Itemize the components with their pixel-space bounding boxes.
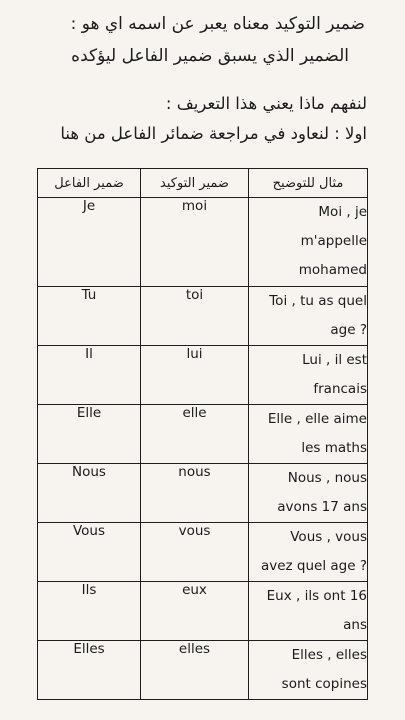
tonic-pronoun-cell: vous [141, 523, 249, 582]
tonic-pronoun-cell: eux [141, 582, 249, 641]
table-row [38, 198, 368, 287]
table-row [38, 582, 368, 641]
example-line: mohamed [298, 262, 367, 278]
table-row [38, 287, 368, 346]
tonic-pronoun-cell: toi [141, 287, 249, 346]
example-line: Vous , vous [290, 529, 367, 545]
subject-pronoun-cell: Vous [38, 523, 141, 582]
table-row [38, 523, 368, 582]
example-line: Elles , elles [291, 647, 367, 663]
tonic-pronoun-cell: elle [141, 405, 249, 464]
subject-pronoun-cell: Elle [38, 405, 141, 464]
example-line: ans [343, 617, 367, 633]
header-tonic-pronoun: ضمير التوكيد [141, 169, 249, 198]
example-line: Nous , nous [287, 470, 367, 486]
example-line: avez quel age ? [260, 558, 367, 574]
example-line: Elle , elle aime [267, 411, 367, 427]
subject-pronoun-cell: Ils [38, 582, 141, 641]
subject-pronoun-cell: Je [38, 198, 141, 287]
example-line: age ? [330, 322, 367, 338]
example-line: Eux , ils ont 16 [266, 588, 367, 604]
example-line: Lui , il est [302, 352, 367, 368]
example-cell [249, 198, 368, 287]
tonic-pronoun-cell: nous [141, 464, 249, 523]
example-cell [249, 464, 368, 523]
example-line: les maths [301, 440, 367, 456]
example-cell [249, 641, 368, 700]
tonic-pronoun-cell: lui [141, 346, 249, 405]
example-cell [249, 523, 368, 582]
example-cell [249, 346, 368, 405]
example-cell [249, 287, 368, 346]
tonic-pronoun-cell: elles [141, 641, 249, 700]
subject-pronoun-cell: Tu [38, 287, 141, 346]
table-row [38, 405, 368, 464]
example-cell [249, 405, 368, 464]
header-example: مثال للتوضيح [249, 169, 368, 198]
example-cell [249, 582, 368, 641]
header-subject-pronoun: ضمير الفاعل [38, 169, 141, 198]
subject-pronoun-cell: Elles [38, 641, 141, 700]
table-row [38, 641, 368, 700]
subject-pronoun-cell: Nous [38, 464, 141, 523]
subject-pronoun-cell: Il [38, 346, 141, 405]
example-line: avons 17 ans [277, 499, 367, 515]
example-line: Moi , je [318, 204, 367, 220]
example-line: francais [313, 381, 367, 397]
table-row [38, 464, 368, 523]
table-header-row [38, 169, 368, 198]
example-line: m'appelle [300, 233, 367, 249]
example-line: Toi , tu as quel [269, 293, 367, 309]
intro-line-4: اولا : لنعاود في مراجعة ضمائر الفاعل من هنا [60, 124, 367, 143]
tonic-pronoun-cell: moi [141, 198, 249, 287]
table-row [38, 346, 368, 405]
intro-line-2: الضمير الذي يسبق ضمير الفاعل ليؤكده [71, 46, 349, 66]
pronoun-table [37, 168, 368, 700]
intro-line-3: لنفهم ماذا يعني هذا التعريف : [165, 94, 367, 113]
example-line: sont copines [281, 676, 367, 692]
intro-line-1: ضمير التوكيد معناه يعبر عن اسمه اي هو : [70, 14, 365, 34]
